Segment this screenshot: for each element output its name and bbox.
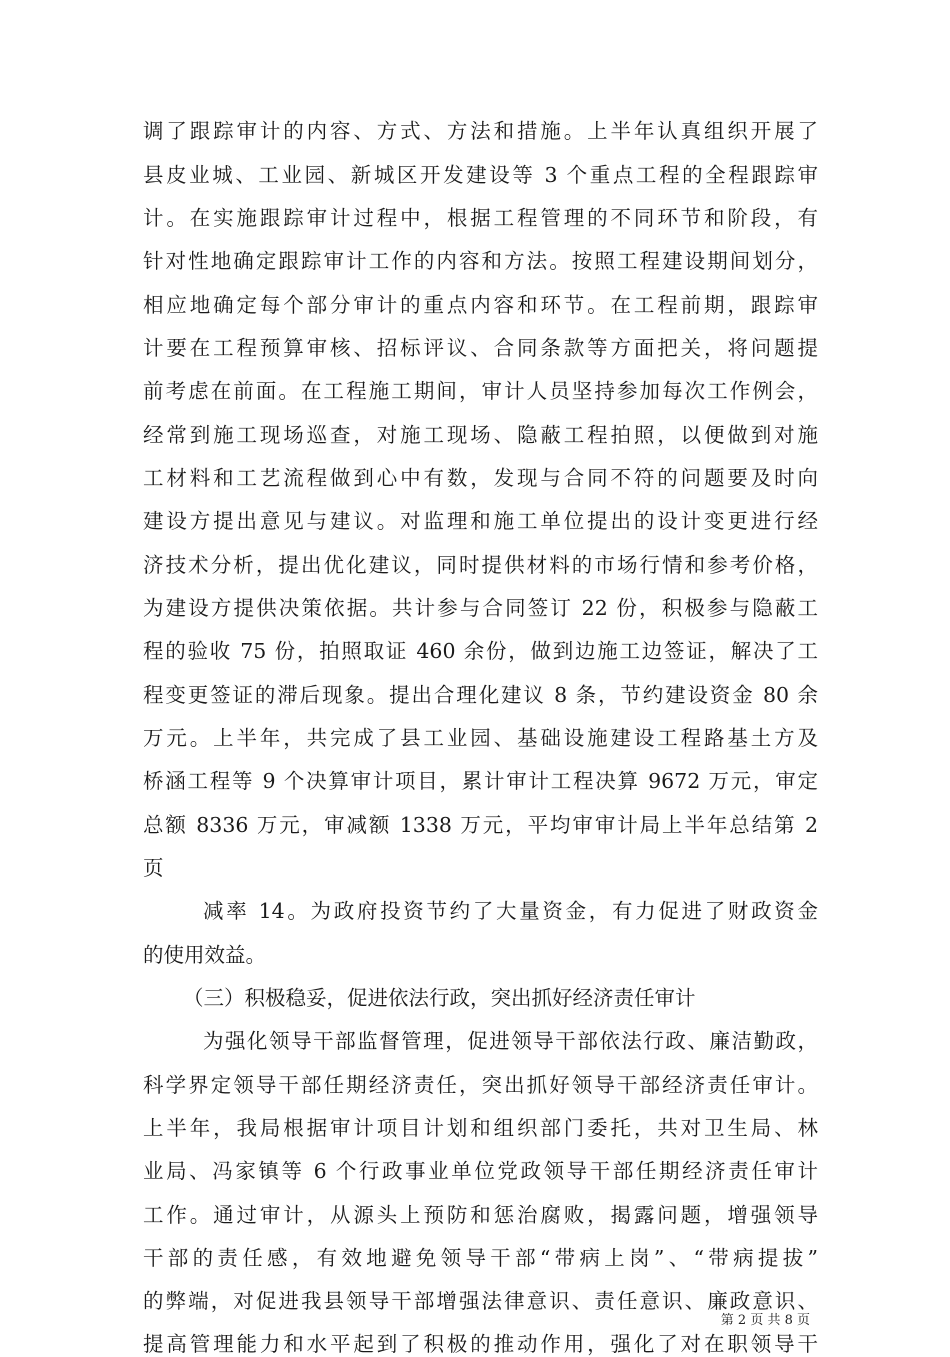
body-line: 减率 14。为政府投资节约了大量资金，有力促进了财政资金 xyxy=(203,899,818,923)
body-line: 页 xyxy=(143,856,164,880)
body-line: 程的验收 75 份，拍照取证 460 余份，做到边施工边签证，解决了工 xyxy=(143,639,818,663)
body-line: 程变更签证的滞后现象。提出合理化建议 8 条，节约建设资金 80 余 xyxy=(143,683,818,707)
body-line: 经常到施工现场巡查，对施工现场、隐蔽工程拍照，以便做到对施 xyxy=(143,423,818,447)
body-line: 业局、冯家镇等 6 个行政事业单位党政领导干部任期经济责任审计 xyxy=(143,1159,818,1183)
body-line: 工材料和工艺流程做到心中有数，发现与合同不符的问题要及时向 xyxy=(143,466,818,490)
body-line: 干部的责任感，有效地避免领导干部“带病上岗”、“带病提拔” xyxy=(143,1246,818,1270)
body-line: 县皮业城、工业园、新城区开发建设等 3 个重点工程的全程跟踪审 xyxy=(143,163,818,187)
body-line: 万元。上半年，共完成了县工业园、基础设施建设工程路基土方及 xyxy=(143,726,818,750)
body-line: 计要在工程预算审核、招标评议、合同条款等方面把关，将问题提 xyxy=(143,336,818,360)
body-line: 上半年，我局根据审计项目计划和组织部门委托，共对卫生局、林 xyxy=(143,1116,818,1140)
body-line: 建设方提出意见与建议。对监理和施工单位提出的设计变更进行经 xyxy=(143,509,818,533)
body-line: 计。在实施跟踪审计过程中，根据工程管理的不同环节和阶段，有 xyxy=(143,206,818,230)
body-line: 总额 8336 万元，审减额 1338 万元，平均审审计局上半年总结第 2 xyxy=(143,813,818,837)
body-line: 为建设方提供决策依据。共计参与合同签订 22 份，积极参与隐蔽工 xyxy=(143,596,818,620)
body-line: 为强化领导干部监督管理，促进领导干部依法行政、廉洁勤政， xyxy=(203,1029,818,1053)
body-line: 的弊端，对促进我县领导干部增强法律意识、责任意识、廉政意识、 xyxy=(143,1289,818,1313)
body-line: 提高管理能力和水平起到了积极的推动作用，强化了对在职领导干 xyxy=(143,1332,818,1356)
section-heading: （三）积极稳妥，促进依法行政，突出抓好经济责任审计 xyxy=(183,986,696,1010)
body-line: 济技术分析，提出优化建议，同时提供材料的市场行情和参考价格， xyxy=(143,553,818,577)
body-line: 工作。通过审计，从源头上预防和惩治腐败，揭露问题，增强领导 xyxy=(143,1203,818,1227)
body-line: 科学界定领导干部任期经济责任，突出抓好领导干部经济责任审计。 xyxy=(143,1073,818,1097)
body-line: 桥涵工程等 9 个决算审计项目，累计审计工程决算 9672 万元，审定 xyxy=(143,769,818,793)
body-line: 的使用效益。 xyxy=(143,943,266,967)
body-line: 针对性地确定跟踪审计工作的内容和方法。按照工程建设期间划分， xyxy=(143,249,818,273)
body-line: 调了跟踪审计的内容、方式、方法和措施。上半年认真组织开展了 xyxy=(143,119,818,143)
body-line: 相应地确定每个部分审计的重点内容和环节。在工程前期，跟踪审 xyxy=(143,293,818,317)
page-number: 第 2 页 共 8 页 xyxy=(720,1313,810,1328)
body-line: 前考虑在前面。在工程施工期间，审计人员坚持参加每次工作例会， xyxy=(143,379,818,403)
